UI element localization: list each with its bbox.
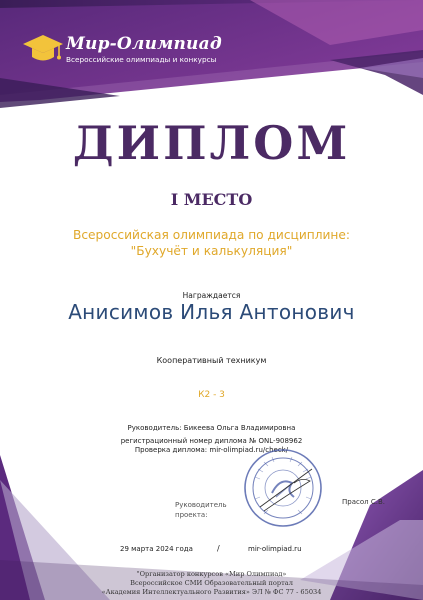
footer-line-2: Всероссийское СМИ Образовательный портал xyxy=(130,579,293,587)
logo-name: Мир-Олимпиад xyxy=(66,34,222,54)
footer-line-3: «Академия Интеллектуального Развития» ЭЛ № ФС 77 - 65034 xyxy=(101,588,322,596)
registration-number: регистрационный номер диплома № ONL-908962 xyxy=(120,437,303,445)
recipient-name: Анисимов Илья Антонович xyxy=(68,300,355,324)
footer-organizer xyxy=(0,570,423,597)
graduation-cap-icon xyxy=(21,32,65,68)
logo-subtitle: Всероссийские олимпиады и конкурсы xyxy=(66,55,217,64)
site-url: mir-olimpiad.ru xyxy=(248,545,302,553)
project-leader-label xyxy=(175,500,227,520)
footer-line-1: "Организатор конкурсов «Мир Олимпиад» xyxy=(136,570,287,578)
issue-date: 29 марта 2024 года xyxy=(120,545,193,553)
stamp-seal-icon xyxy=(242,447,324,529)
date-separator: / xyxy=(217,544,220,553)
diploma-title: ДИПЛОМ xyxy=(72,116,351,170)
place-heading: I МЕСТО xyxy=(170,190,253,209)
awarded-label: Награждается xyxy=(182,291,241,300)
check-link: Проверка диплома: mir-olimpiad.ru/check/ xyxy=(134,446,289,454)
organization-name: Кооперативный техникум xyxy=(156,356,267,365)
olympiad-discipline: "Бухучёт и калькуляция" xyxy=(130,244,293,258)
group-label: К2 - 3 xyxy=(198,390,225,400)
leader-line: Руководитель: Бикеева Ольга Владимировна xyxy=(127,424,296,432)
project-leader-label-line-2: проекта: xyxy=(175,511,208,519)
project-leader-label-line-1: Руководитель xyxy=(175,501,227,509)
signer-name: Прасол С.В. xyxy=(342,498,385,506)
olympiad-description xyxy=(0,227,423,259)
olympiad-line-1: Всероссийская олимпиада по дисциплине: xyxy=(72,228,351,242)
